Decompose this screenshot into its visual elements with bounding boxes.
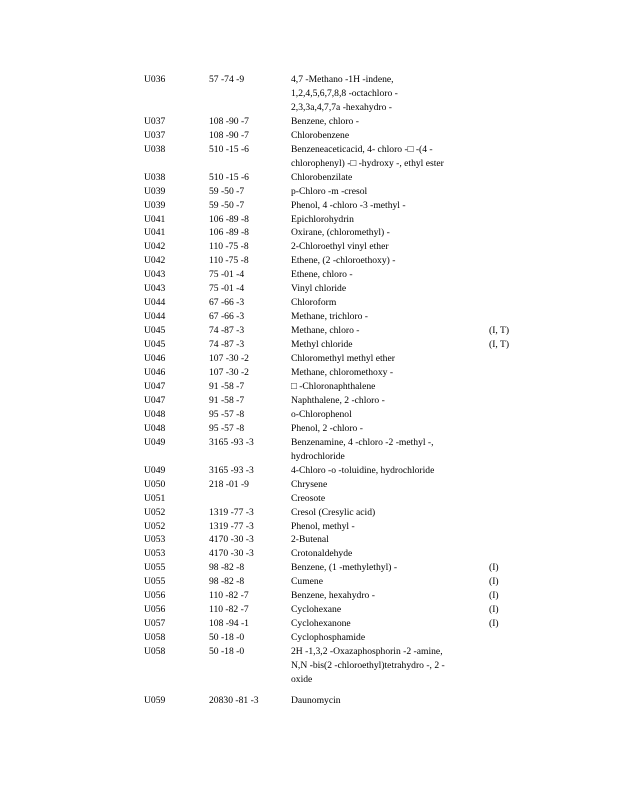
- substance-name-line: Methyl chloride: [291, 339, 353, 351]
- substance-name-line: Creosote: [291, 492, 326, 504]
- substance-name-line: Benzeneaceticacid, 4- chloro -□ -(4 -: [291, 143, 433, 155]
- cas-number: 107 -30 -2: [209, 353, 249, 365]
- cas-number: 3165 -93 -3: [209, 464, 254, 476]
- cas-number: 3165 -93 -3: [209, 436, 254, 448]
- table-row: [144, 533, 524, 547]
- substance-name: [291, 380, 489, 394]
- substance-name-line: N,N -bis(2 -chloroethyl)tetrahydro -, 2 -: [291, 660, 445, 672]
- substance-name-line: Cyclohexane: [291, 604, 342, 616]
- substance-name-line: 4-Chloro -o -toluidine, hydrochloride: [291, 464, 435, 476]
- table-row: [144, 226, 524, 240]
- hazard-code: [489, 492, 524, 506]
- cas-number: 510 -15 -6: [209, 171, 249, 183]
- cas-number: 59 -50 -7: [209, 199, 245, 211]
- table-row: [144, 506, 524, 520]
- cas-number: 20830 -81 -3: [209, 694, 259, 706]
- table-row: [144, 185, 524, 199]
- hazard-code: [489, 73, 524, 115]
- cas-number: 4170 -30 -3: [209, 534, 254, 546]
- substance-name-line: o-Chlorophenol: [291, 408, 352, 420]
- waste-code: U044: [144, 297, 166, 309]
- waste-code: U057: [144, 618, 166, 630]
- waste-code: U058: [144, 632, 166, 644]
- hazard-code: [489, 352, 524, 366]
- substance-name: [291, 352, 489, 366]
- table-row: [144, 171, 524, 185]
- substance-name-line: Chrysene: [291, 478, 328, 490]
- hazard-code: [489, 199, 524, 213]
- substance-name-line: Chlorobenzene: [291, 129, 350, 141]
- table-row: [144, 436, 524, 464]
- substance-name: [291, 115, 489, 129]
- substance-name-line: 2,3,3a,4,7,7a -hexahydro -: [291, 101, 392, 113]
- waste-code: U059: [144, 694, 166, 706]
- hazard-code: [489, 422, 524, 436]
- hazard-code: [489, 296, 524, 310]
- substance-name: [291, 520, 489, 534]
- hazard-code: [489, 645, 524, 687]
- table-row: [144, 575, 524, 589]
- substance-name-line: Ethene, (2 -chloroethoxy) -: [291, 255, 396, 267]
- hazard-code: [489, 547, 524, 561]
- cas-number: 50 -18 -0: [209, 646, 245, 658]
- hazard-code: [489, 185, 524, 199]
- table-row: [144, 366, 524, 380]
- waste-code: U052: [144, 506, 166, 518]
- waste-code: U039: [144, 185, 166, 197]
- substance-name: [291, 422, 489, 436]
- cas-number: 108 -90 -7: [209, 115, 249, 127]
- hazard-code: [489, 436, 524, 464]
- hazard-code: [489, 129, 524, 143]
- table-row: [144, 282, 524, 296]
- substance-name: [291, 436, 489, 464]
- table-row: [144, 73, 524, 115]
- substance-name: [291, 589, 489, 603]
- cas-number: 110 -75 -8: [209, 241, 249, 253]
- hazard-code: (I, T): [489, 339, 510, 351]
- table-row: [144, 561, 524, 575]
- waste-code: U038: [144, 171, 166, 183]
- substance-name: [291, 492, 489, 506]
- substance-name-line: oxide: [291, 673, 313, 685]
- table-row: [144, 687, 524, 708]
- cas-number: 74 -87 -3: [209, 325, 245, 337]
- waste-code: U046: [144, 353, 166, 365]
- hazard-code: [489, 506, 524, 520]
- substance-name: [291, 645, 489, 687]
- waste-code: U055: [144, 562, 166, 574]
- substance-name-line: 2H -1,3,2 -Oxazaphosphorin -2 -amine,: [291, 646, 443, 658]
- table-row: [144, 478, 524, 492]
- table-row: [144, 380, 524, 394]
- cas-number: 4170 -30 -3: [209, 548, 254, 560]
- cas-number: 50 -18 -0: [209, 632, 245, 644]
- substance-name-line: Cresol (Cresylic acid): [291, 506, 376, 518]
- substance-name-line: hydrochloride: [291, 450, 345, 462]
- cas-number: 110 -82 -7: [209, 590, 249, 602]
- waste-code: U053: [144, 534, 166, 546]
- substance-name-line: Benzenamine, 4 -chloro -2 -methyl -,: [291, 436, 434, 448]
- hazard-code: [489, 408, 524, 422]
- waste-code: U039: [144, 199, 166, 211]
- substance-name: [291, 185, 489, 199]
- substance-name-line: Crotonaldehyde: [291, 548, 353, 560]
- substance-name-line: Naphthalene, 2 -chloro -: [291, 394, 385, 406]
- substance-name-line: Methane, chloromethoxy -: [291, 367, 394, 379]
- substance-name: [291, 129, 489, 143]
- substance-name-line: 2-Chloroethyl vinyl ether: [291, 241, 389, 253]
- table-row: [144, 338, 524, 352]
- waste-code: U049: [144, 464, 166, 476]
- waste-code: U058: [144, 646, 166, 658]
- cas-number: 74 -87 -3: [209, 339, 245, 351]
- hazard-code: (I): [489, 562, 499, 574]
- hazard-code: (I): [489, 576, 499, 588]
- hazard-code: [489, 171, 524, 185]
- hazard-code: [489, 268, 524, 282]
- substance-name-line: Benzene, chloro -: [291, 115, 359, 127]
- table-row: [144, 324, 524, 338]
- substance-name-line: Chloromethyl methyl ether: [291, 353, 395, 365]
- cas-number: 1319 -77 -3: [209, 506, 254, 518]
- substance-name-line: Phenol, 2 -chloro -: [291, 422, 363, 434]
- table-row: [144, 589, 524, 603]
- waste-code: U046: [144, 367, 166, 379]
- substance-name: [291, 506, 489, 520]
- substance-name: [291, 338, 489, 352]
- substance-name-line: Cyclophosphamide: [291, 632, 366, 644]
- hazard-code: [489, 213, 524, 227]
- cas-number: 91 -58 -7: [209, 394, 245, 406]
- waste-code: U043: [144, 283, 166, 295]
- hazard-code: [489, 478, 524, 492]
- substance-name: [291, 324, 489, 338]
- substance-name-line: Daunomycin: [291, 694, 341, 706]
- hazard-code: [489, 394, 524, 408]
- waste-code: U056: [144, 604, 166, 616]
- cas-number: 67 -66 -3: [209, 311, 245, 323]
- substance-name-line: Oxirane, (chloromethyl) -: [291, 227, 390, 239]
- table-row: [144, 310, 524, 324]
- hazard-code: [489, 520, 524, 534]
- cas-number: 95 -57 -8: [209, 408, 245, 420]
- cas-number: [209, 492, 291, 506]
- substance-name: [291, 603, 489, 617]
- substance-name: [291, 143, 489, 171]
- table-row: [144, 408, 524, 422]
- hazard-code: [489, 631, 524, 645]
- substance-name-line: □ -Chloronaphthalene: [291, 380, 376, 392]
- cas-number: 510 -15 -6: [209, 143, 249, 155]
- waste-code: U041: [144, 213, 166, 225]
- table-row: [144, 422, 524, 436]
- substance-name: [291, 310, 489, 324]
- cas-number: 108 -90 -7: [209, 129, 249, 141]
- cas-number: 1319 -77 -3: [209, 520, 254, 532]
- table-row: [144, 603, 524, 617]
- hazard-code: (I): [489, 604, 499, 616]
- cas-number: 67 -66 -3: [209, 297, 245, 309]
- waste-code: U037: [144, 115, 166, 127]
- substance-name: [291, 631, 489, 645]
- waste-code: U055: [144, 576, 166, 588]
- waste-code: U047: [144, 380, 166, 392]
- substance-name: [291, 533, 489, 547]
- substance-name-line: Phenol, methyl -: [291, 520, 355, 532]
- cas-number: 106 -89 -8: [209, 227, 249, 239]
- substance-name: [291, 268, 489, 282]
- cas-number: 107 -30 -2: [209, 367, 249, 379]
- table-row: [144, 617, 524, 631]
- cas-number: 110 -75 -8: [209, 255, 249, 267]
- substance-name-line: Vinyl chloride: [291, 283, 347, 295]
- cas-number: 108 -94 -1: [209, 618, 249, 630]
- waste-code: U049: [144, 436, 166, 448]
- substance-name: [291, 199, 489, 213]
- cas-number: 59 -50 -7: [209, 185, 245, 197]
- waste-code: U045: [144, 339, 166, 351]
- table-row: [144, 520, 524, 534]
- waste-code: U048: [144, 422, 166, 434]
- substance-name-line: Cumene: [291, 576, 323, 588]
- substance-name-line: Methane, trichloro -: [291, 311, 368, 323]
- waste-code: U038: [144, 143, 166, 155]
- substance-name: [291, 561, 489, 575]
- table-row: [144, 352, 524, 366]
- cas-number: 95 -57 -8: [209, 422, 245, 434]
- substance-name: [291, 617, 489, 631]
- hazard-code: [489, 310, 524, 324]
- table-row: [144, 129, 524, 143]
- cas-number: 218 -01 -9: [209, 478, 249, 490]
- hazard-code: [489, 143, 524, 171]
- substance-name: [291, 687, 489, 708]
- hazard-code: [489, 687, 524, 708]
- substance-name: [291, 282, 489, 296]
- waste-code: U042: [144, 241, 166, 253]
- waste-code: U048: [144, 408, 166, 420]
- hazard-code: [489, 226, 524, 240]
- table-row: [144, 143, 524, 171]
- waste-code: U056: [144, 590, 166, 602]
- substance-name: [291, 254, 489, 268]
- hazard-code: [489, 240, 524, 254]
- waste-code: U043: [144, 269, 166, 281]
- table-row: [144, 199, 524, 213]
- substance-name: [291, 73, 489, 115]
- hazard-code: [489, 366, 524, 380]
- substance-name-line: 4,7 -Methano -1H -indene,: [291, 74, 394, 85]
- table-row: [144, 645, 524, 687]
- cas-number: 91 -58 -7: [209, 380, 245, 392]
- hazard-code: [489, 254, 524, 268]
- cas-number: 98 -82 -8: [209, 562, 245, 574]
- cas-number: 110 -82 -7: [209, 604, 249, 616]
- substance-name-line: Phenol, 4 -chloro -3 -methyl -: [291, 199, 406, 211]
- hazard-code: [489, 533, 524, 547]
- substance-name: [291, 366, 489, 380]
- waste-code: U045: [144, 325, 166, 337]
- hazard-code: (I): [489, 590, 499, 602]
- substance-name: [291, 171, 489, 185]
- substance-name-line: Chlorobenzilate: [291, 171, 353, 183]
- waste-code: U041: [144, 227, 166, 239]
- cas-number: 75 -01 -4: [209, 269, 245, 281]
- table-row: [144, 631, 524, 645]
- substance-name-line: Epichlorohydrin: [291, 213, 354, 225]
- substance-name: [291, 464, 489, 478]
- cas-number: 98 -82 -8: [209, 576, 245, 588]
- substance-name-line: 2-Butenal: [291, 534, 329, 546]
- table-body: [144, 73, 524, 708]
- cas-number: 57 -74 -9: [209, 74, 245, 85]
- substance-name-line: Cyclohexanone: [291, 618, 351, 630]
- table-row: [144, 464, 524, 478]
- substance-name-line: chlorophenyl) -□ -hydroxy -, ethyl ester: [291, 157, 444, 169]
- substance-name: [291, 575, 489, 589]
- substance-name-line: Methane, chloro -: [291, 325, 360, 337]
- table-row: [144, 394, 524, 408]
- substance-name: [291, 478, 489, 492]
- substance-name-line: Benzene, hexahydro -: [291, 590, 375, 602]
- table-row: [144, 213, 524, 227]
- substance-name: [291, 240, 489, 254]
- hazard-code: [489, 380, 524, 394]
- waste-code: U047: [144, 394, 166, 406]
- waste-code: U037: [144, 129, 166, 141]
- substance-name-line: Benzene, (1 -methylethyl) -: [291, 562, 398, 574]
- hazard-code: [489, 115, 524, 129]
- substance-name-line: 1,2,4,5,6,7,8,8 -octachloro -: [291, 87, 398, 99]
- waste-code: U036: [144, 74, 166, 85]
- table-row: [144, 115, 524, 129]
- substance-name: [291, 226, 489, 240]
- substance-name: [291, 547, 489, 561]
- hazard-code: [489, 464, 524, 478]
- hazard-code: [489, 282, 524, 296]
- table-row: [144, 240, 524, 254]
- substance-name: [291, 213, 489, 227]
- waste-code: U050: [144, 478, 166, 490]
- table-row: [144, 296, 524, 310]
- cas-number: 75 -01 -4: [209, 283, 245, 295]
- waste-code: U044: [144, 311, 166, 323]
- hazard-code: (I, T): [489, 325, 510, 337]
- hazard-code: (I): [489, 618, 499, 630]
- substance-name-line: Ethene, chloro -: [291, 269, 353, 281]
- table-row: [144, 547, 524, 561]
- table-row: [144, 254, 524, 268]
- substance-name: [291, 394, 489, 408]
- waste-code: U052: [144, 520, 166, 532]
- substance-name: [291, 408, 489, 422]
- substance-name-line: p-Chloro -m -cresol: [291, 185, 368, 197]
- table-row: [144, 492, 524, 506]
- cas-number: 106 -89 -8: [209, 213, 249, 225]
- table-row: [144, 268, 524, 282]
- waste-code: U042: [144, 255, 166, 267]
- waste-code: U051: [144, 492, 166, 504]
- substance-name-line: Chloroform: [291, 297, 337, 309]
- waste-code: U053: [144, 548, 166, 560]
- substance-name: [291, 296, 489, 310]
- hazardous-waste-table: [144, 73, 524, 708]
